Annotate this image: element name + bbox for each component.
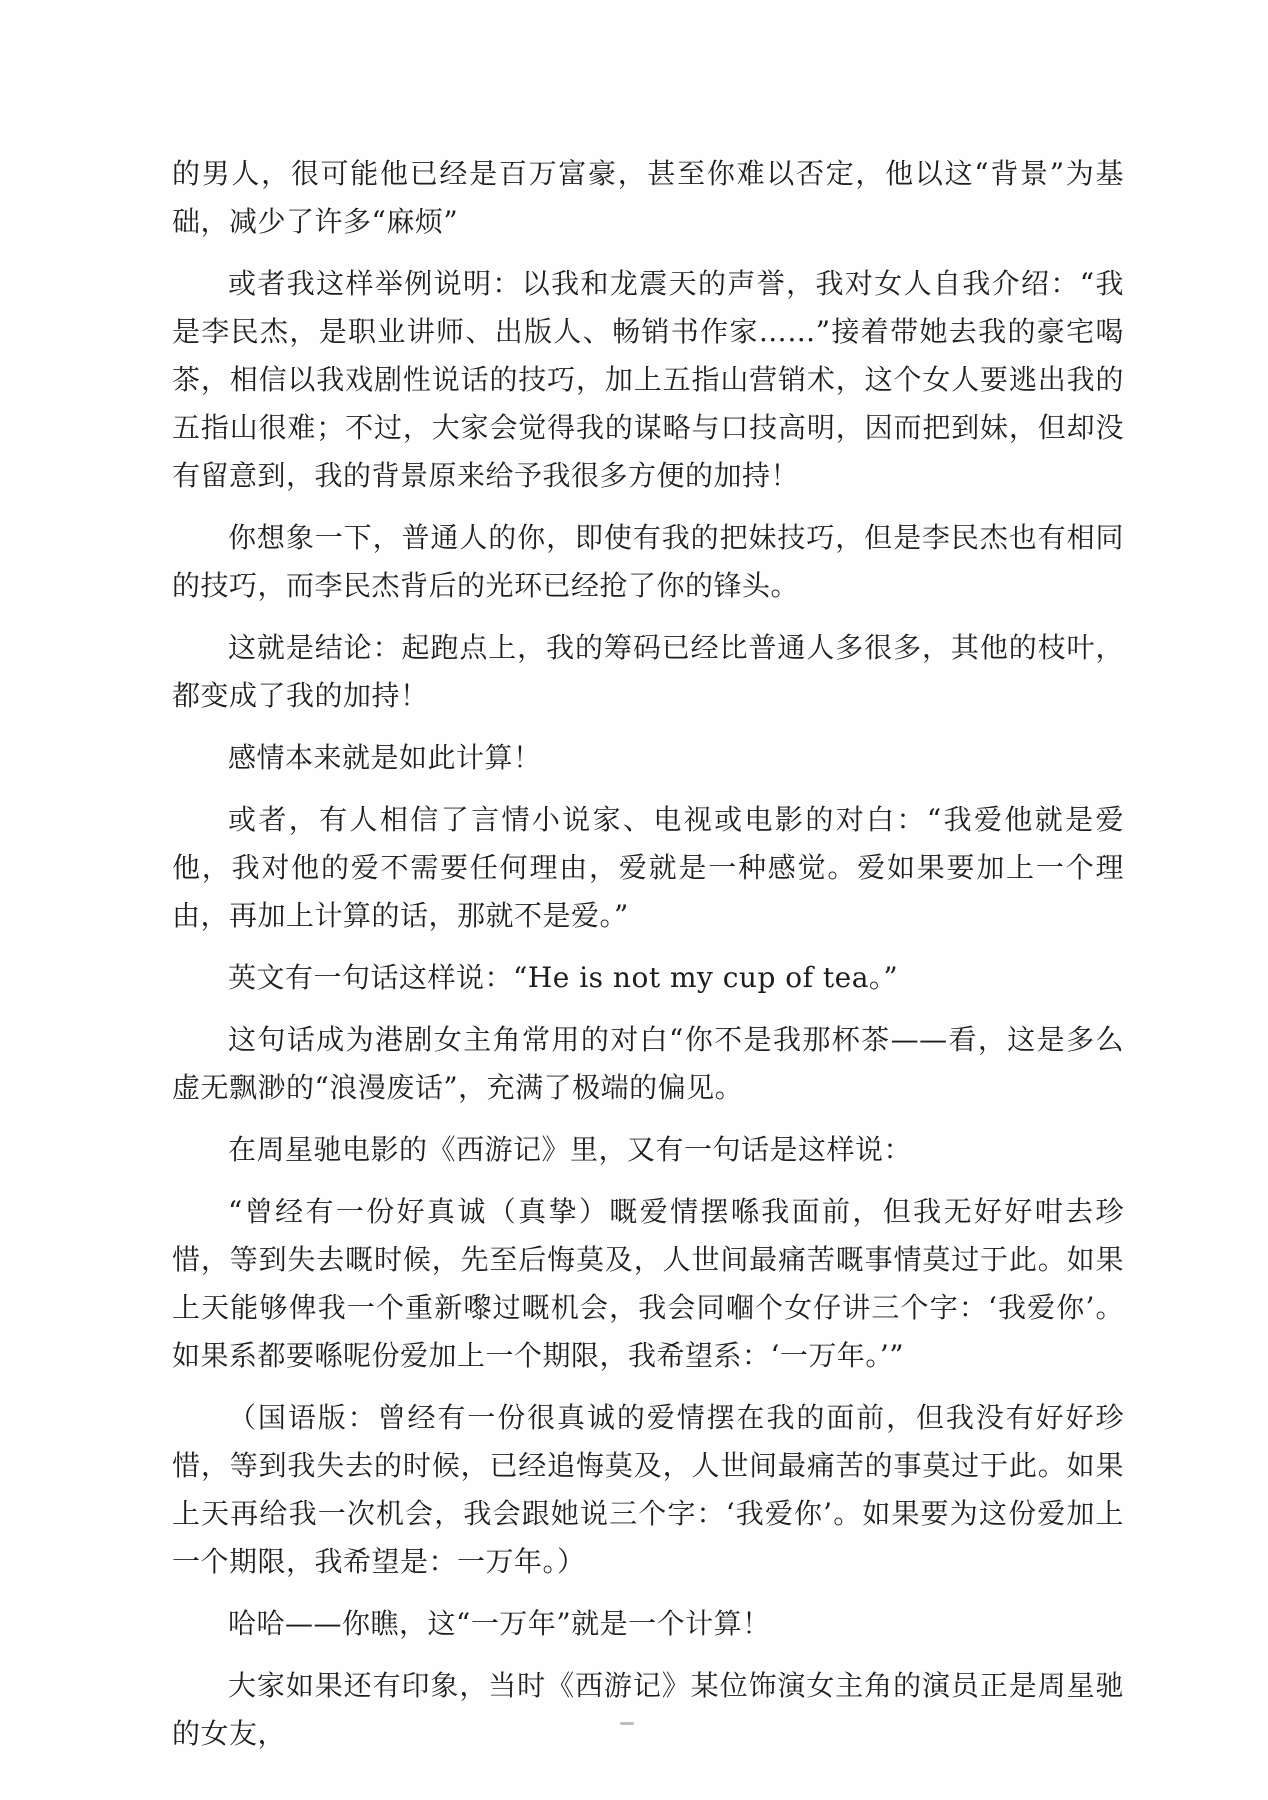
paragraph: “曾经有一份好真诚（真挚）嘅爱情摆喺我面前，但我无好好咁去珍惜，等到失去嘅时候，先至后悔莫及，人世间最痛苦嘅事情莫过于此。如果上天能够俾我一个重新嚟过嘅机会，我会同嗰个女仔讲三个字：‘我爱你’。如果系都要喺呢份爱加上一个期限，我希望系：‘一万年。’” (172, 1195, 1124, 1372)
paragraph: 感情本来就是如此计算！ (228, 741, 542, 774)
paragraph: 哈哈——你瞧，这“一万年”就是一个计算！ (228, 1607, 771, 1640)
paragraph: 你想象一下，普通人的你，即使有我的把妹技巧，但是李民杰也有相同的技巧，而李民杰背后的光环已经抢了你的锋头。 (172, 521, 1124, 602)
paragraph: 英文有一句话这样说：“He is not my cup of tea。” (228, 961, 899, 994)
paragraph: 或者，有人相信了言情小说家、电视或电影的对白：“我爱他就是爱他，我对他的爱不需要任何理由，爱就是一种感觉。爱如果要加上一个理由，再加上计算的话，那就不是爱。” (172, 803, 1124, 932)
paragraph: （国语版：曾经有一份很真诚的爱情摆在我的面前，但我没有好好珍惜，等到我失去的时候，已经追悔莫及，人世间最痛苦的事莫过于此。如果上天再给我一次机会，我会跟她说三个字：‘我爱你’。如果要为这份爱加上一个期限，我希望是：一万年。） (172, 1401, 1124, 1578)
paragraph: 或者我这样举例说明：以我和龙震天的声誉，我对女人自我介绍：“我是李民杰，是职业讲师、出版人、畅销书作家……”接着带她去我的豪宅喝茶，相信以我戏剧性说话的技巧，加上五指山营销术，这个女人要逃出我的五指山很难；不过，大家会觉得我的谋略与口技高明，因而把到妹，但却没有留意到，我的背景原来给予我很多方便的加持！ (172, 267, 1124, 492)
document-body (172, 150, 1124, 1772)
paragraph: 这句话成为港剧女主角常用的对白“你不是我那杯茶——看，这是多么虚无飘渺的“浪漫废话”，充满了极端的偏见。 (172, 1023, 1124, 1104)
paragraph: 的男人，很可能他已经是百万富豪，甚至你难以否定，他以这“背景”为基础，减少了许多“麻烦” (172, 157, 1124, 238)
paragraph: 这就是结论：起跑点上，我的筹码已经比普通人多很多，其他的枝叶，都变成了我的加持！ (172, 631, 1124, 712)
paragraph: 大家如果还有印象，当时《西游记》某位饰演女主角的演员正是周星驰的女友， (172, 1669, 1124, 1750)
scan-mark (620, 1722, 634, 1725)
paragraph: 在周星驰电影的《西游记》里，又有一句话是这样说： (228, 1133, 913, 1166)
